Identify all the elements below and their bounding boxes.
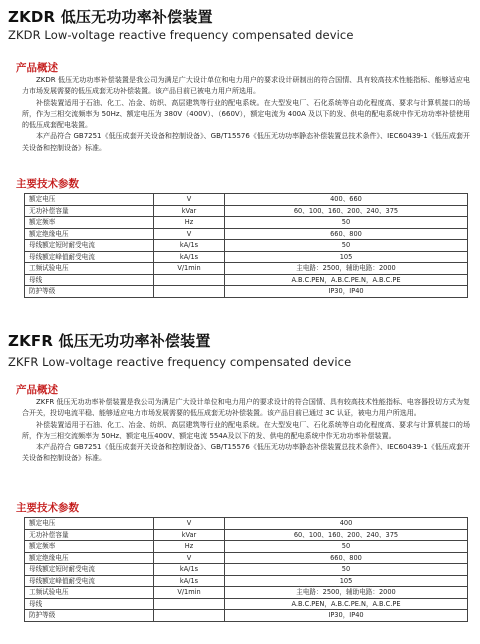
- overview-paragraph: ZKDR 低压无功功率补偿装置是我公司为满足广大设计单位和电力用户的要求设计研制出的符合国情、具有较高技术性能指标、能够适应电力市场发展需要的低压成套无功补偿装置。该产品目前已被电力用户所选用。: [22, 76, 470, 96]
- overview-heading: 产品概述: [16, 62, 58, 74]
- spec-name: 无功补偿容量: [25, 205, 154, 217]
- spec-value: 主电路：2500，辅助电路：2000: [225, 587, 468, 599]
- spec-value: 400: [225, 518, 468, 530]
- table-row: [25, 610, 468, 622]
- spec-value: A.B.C.PEN，A.B.C.PE.N，A.B.C.PE: [225, 274, 468, 286]
- spec-name: 母线额定峰值耐受电流: [25, 575, 154, 587]
- spec-unit: [154, 286, 225, 298]
- product-title: ZKFR 低压无功功率补偿装置: [8, 332, 211, 350]
- product-section-zkfr: [0, 322, 480, 644]
- table-row: [25, 587, 468, 599]
- spec-name: 额定电压: [25, 194, 154, 206]
- overview-paragraph: 本产品符合 GB7251《低压成套开关设备和控制设备》、GB/T15576《低压无功功率静态补偿装置总技术条件》、IEC60439-1《低压成套开关设备和控制设备》标准。: [22, 443, 470, 463]
- spec-value: 105: [225, 251, 468, 263]
- spec-value: 400、660: [225, 194, 468, 206]
- spec-unit: V: [154, 194, 225, 206]
- spec-unit: V/1min: [154, 587, 225, 599]
- spec-unit: Hz: [154, 541, 225, 553]
- spec-value: 主电路：2500，辅助电路：2000: [225, 263, 468, 275]
- spec-unit: kA/1s: [154, 564, 225, 576]
- table-row: [25, 274, 468, 286]
- table-row: [25, 217, 468, 229]
- spec-unit: V: [154, 228, 225, 240]
- overview-paragraph: 本产品符合 GB7251《低压成套开关设备和控制设备》、GB/T15576《低压无功功率静态补偿装置总技术条件》、IEC60439-1《低压成套开关设备和控制设备》标准。: [22, 132, 470, 152]
- spec-unit: Hz: [154, 217, 225, 229]
- product-subtitle: ZKFR Low-voltage reactive frequency compensated device: [8, 355, 352, 369]
- table-row: [25, 263, 468, 275]
- spec-name: 防护等级: [25, 286, 154, 298]
- table-row: [25, 529, 468, 541]
- overview-text: [22, 75, 470, 154]
- spec-unit: V: [154, 552, 225, 564]
- spec-name: 额定电压: [25, 518, 154, 530]
- table-row: [25, 286, 468, 298]
- spec-name: 防护等级: [25, 610, 154, 622]
- spec-name: 工频试验电压: [25, 587, 154, 599]
- spec-name: 母线额定短时耐受电流: [25, 240, 154, 252]
- overview-text: [22, 397, 470, 465]
- table-row: [25, 518, 468, 530]
- spec-unit: kA/1s: [154, 240, 225, 252]
- table-row: [25, 598, 468, 610]
- specs-heading: 主要技术参数: [16, 502, 79, 514]
- spec-name: 母线: [25, 598, 154, 610]
- spec-name: 工频试验电压: [25, 263, 154, 275]
- spec-value: IP30，IP40: [225, 286, 468, 298]
- spec-value: A.B.C.PEN，A.B.C.PE.N，A.B.C.PE: [225, 598, 468, 610]
- spec-unit: V: [154, 518, 225, 530]
- specs-table: [24, 517, 468, 622]
- spec-value: 660、800: [225, 228, 468, 240]
- spec-unit: kVar: [154, 205, 225, 217]
- table-row: [25, 228, 468, 240]
- spec-value: 50: [225, 564, 468, 576]
- spec-value: 60、100、160、200、240、375: [225, 529, 468, 541]
- table-row: [25, 205, 468, 217]
- table-row: [25, 575, 468, 587]
- overview-paragraph: 补偿装置适用于石油、化工、冶金、纺织、高层建筑等行业的配电系统。在大型发电厂、石化系统等自动化程度高、要求与计算机接口的场所，作为三相交流频率为 50Hz、额定电压400V、额定电流 554A及以下的发、供电的配电系统中作无功功率补偿装置。: [22, 420, 470, 440]
- specs-heading: 主要技术参数: [16, 178, 79, 190]
- table-row: [25, 564, 468, 576]
- table-row: [25, 194, 468, 206]
- spec-name: 母线额定峰值耐受电流: [25, 251, 154, 263]
- spec-unit: [154, 610, 225, 622]
- spec-name: 额定绝缘电压: [25, 228, 154, 240]
- spec-name: 母线: [25, 274, 154, 286]
- specs-table: [24, 193, 468, 298]
- spec-unit: kVar: [154, 529, 225, 541]
- table-row: [25, 541, 468, 553]
- spec-name: 额定频率: [25, 217, 154, 229]
- spec-name: 母线额定短时耐受电流: [25, 564, 154, 576]
- overview-heading: 产品概述: [16, 384, 58, 396]
- spec-unit: kA/1s: [154, 251, 225, 263]
- product-subtitle: ZKDR Low-voltage reactive frequency compensated device: [8, 28, 354, 42]
- spec-value: 105: [225, 575, 468, 587]
- product-section-zkdr: [0, 0, 480, 320]
- spec-unit: [154, 598, 225, 610]
- spec-name: 额定频率: [25, 541, 154, 553]
- spec-value: 660、800: [225, 552, 468, 564]
- spec-value: 50: [225, 217, 468, 229]
- spec-unit: [154, 274, 225, 286]
- table-row: [25, 552, 468, 564]
- product-title: ZKDR 低压无功功率补偿装置: [8, 8, 213, 26]
- spec-value: IP30，IP40: [225, 610, 468, 622]
- spec-unit: kA/1s: [154, 575, 225, 587]
- spec-name: 无功补偿容量: [25, 529, 154, 541]
- spec-value: 60、100、160、200、240、375: [225, 205, 468, 217]
- table-row: [25, 240, 468, 252]
- spec-name: 额定绝缘电压: [25, 552, 154, 564]
- overview-paragraph: 补偿装置适用于石油、化工、冶金、纺织、高层建筑等行业的配电系统。在大型发电厂、石化系统等自动化程度高、要求与计算机接口的场所，作为三相交流频率为 50Hz、额定电压为 380V（400V）、（660V），额定电流为 400A 及以下的发、供电的配电系统中作无功功率补偿使用的低压成套配电装置。: [22, 98, 470, 130]
- spec-value: 50: [225, 541, 468, 553]
- table-row: [25, 251, 468, 263]
- spec-unit: V/1min: [154, 263, 225, 275]
- spec-value: 50: [225, 240, 468, 252]
- overview-paragraph: ZKFR 低压无功功率补偿装置是我公司为满足广大设计单位和电力用户的要求设计的符合国情、具有较高技术性能指标、电容器投切方式为复合开关，投切电流平稳、能够适应电力市场发展需要的低压成套无功补偿装置。该产品目前已通过 3C 认证，被电力用户所选用。: [22, 398, 470, 418]
